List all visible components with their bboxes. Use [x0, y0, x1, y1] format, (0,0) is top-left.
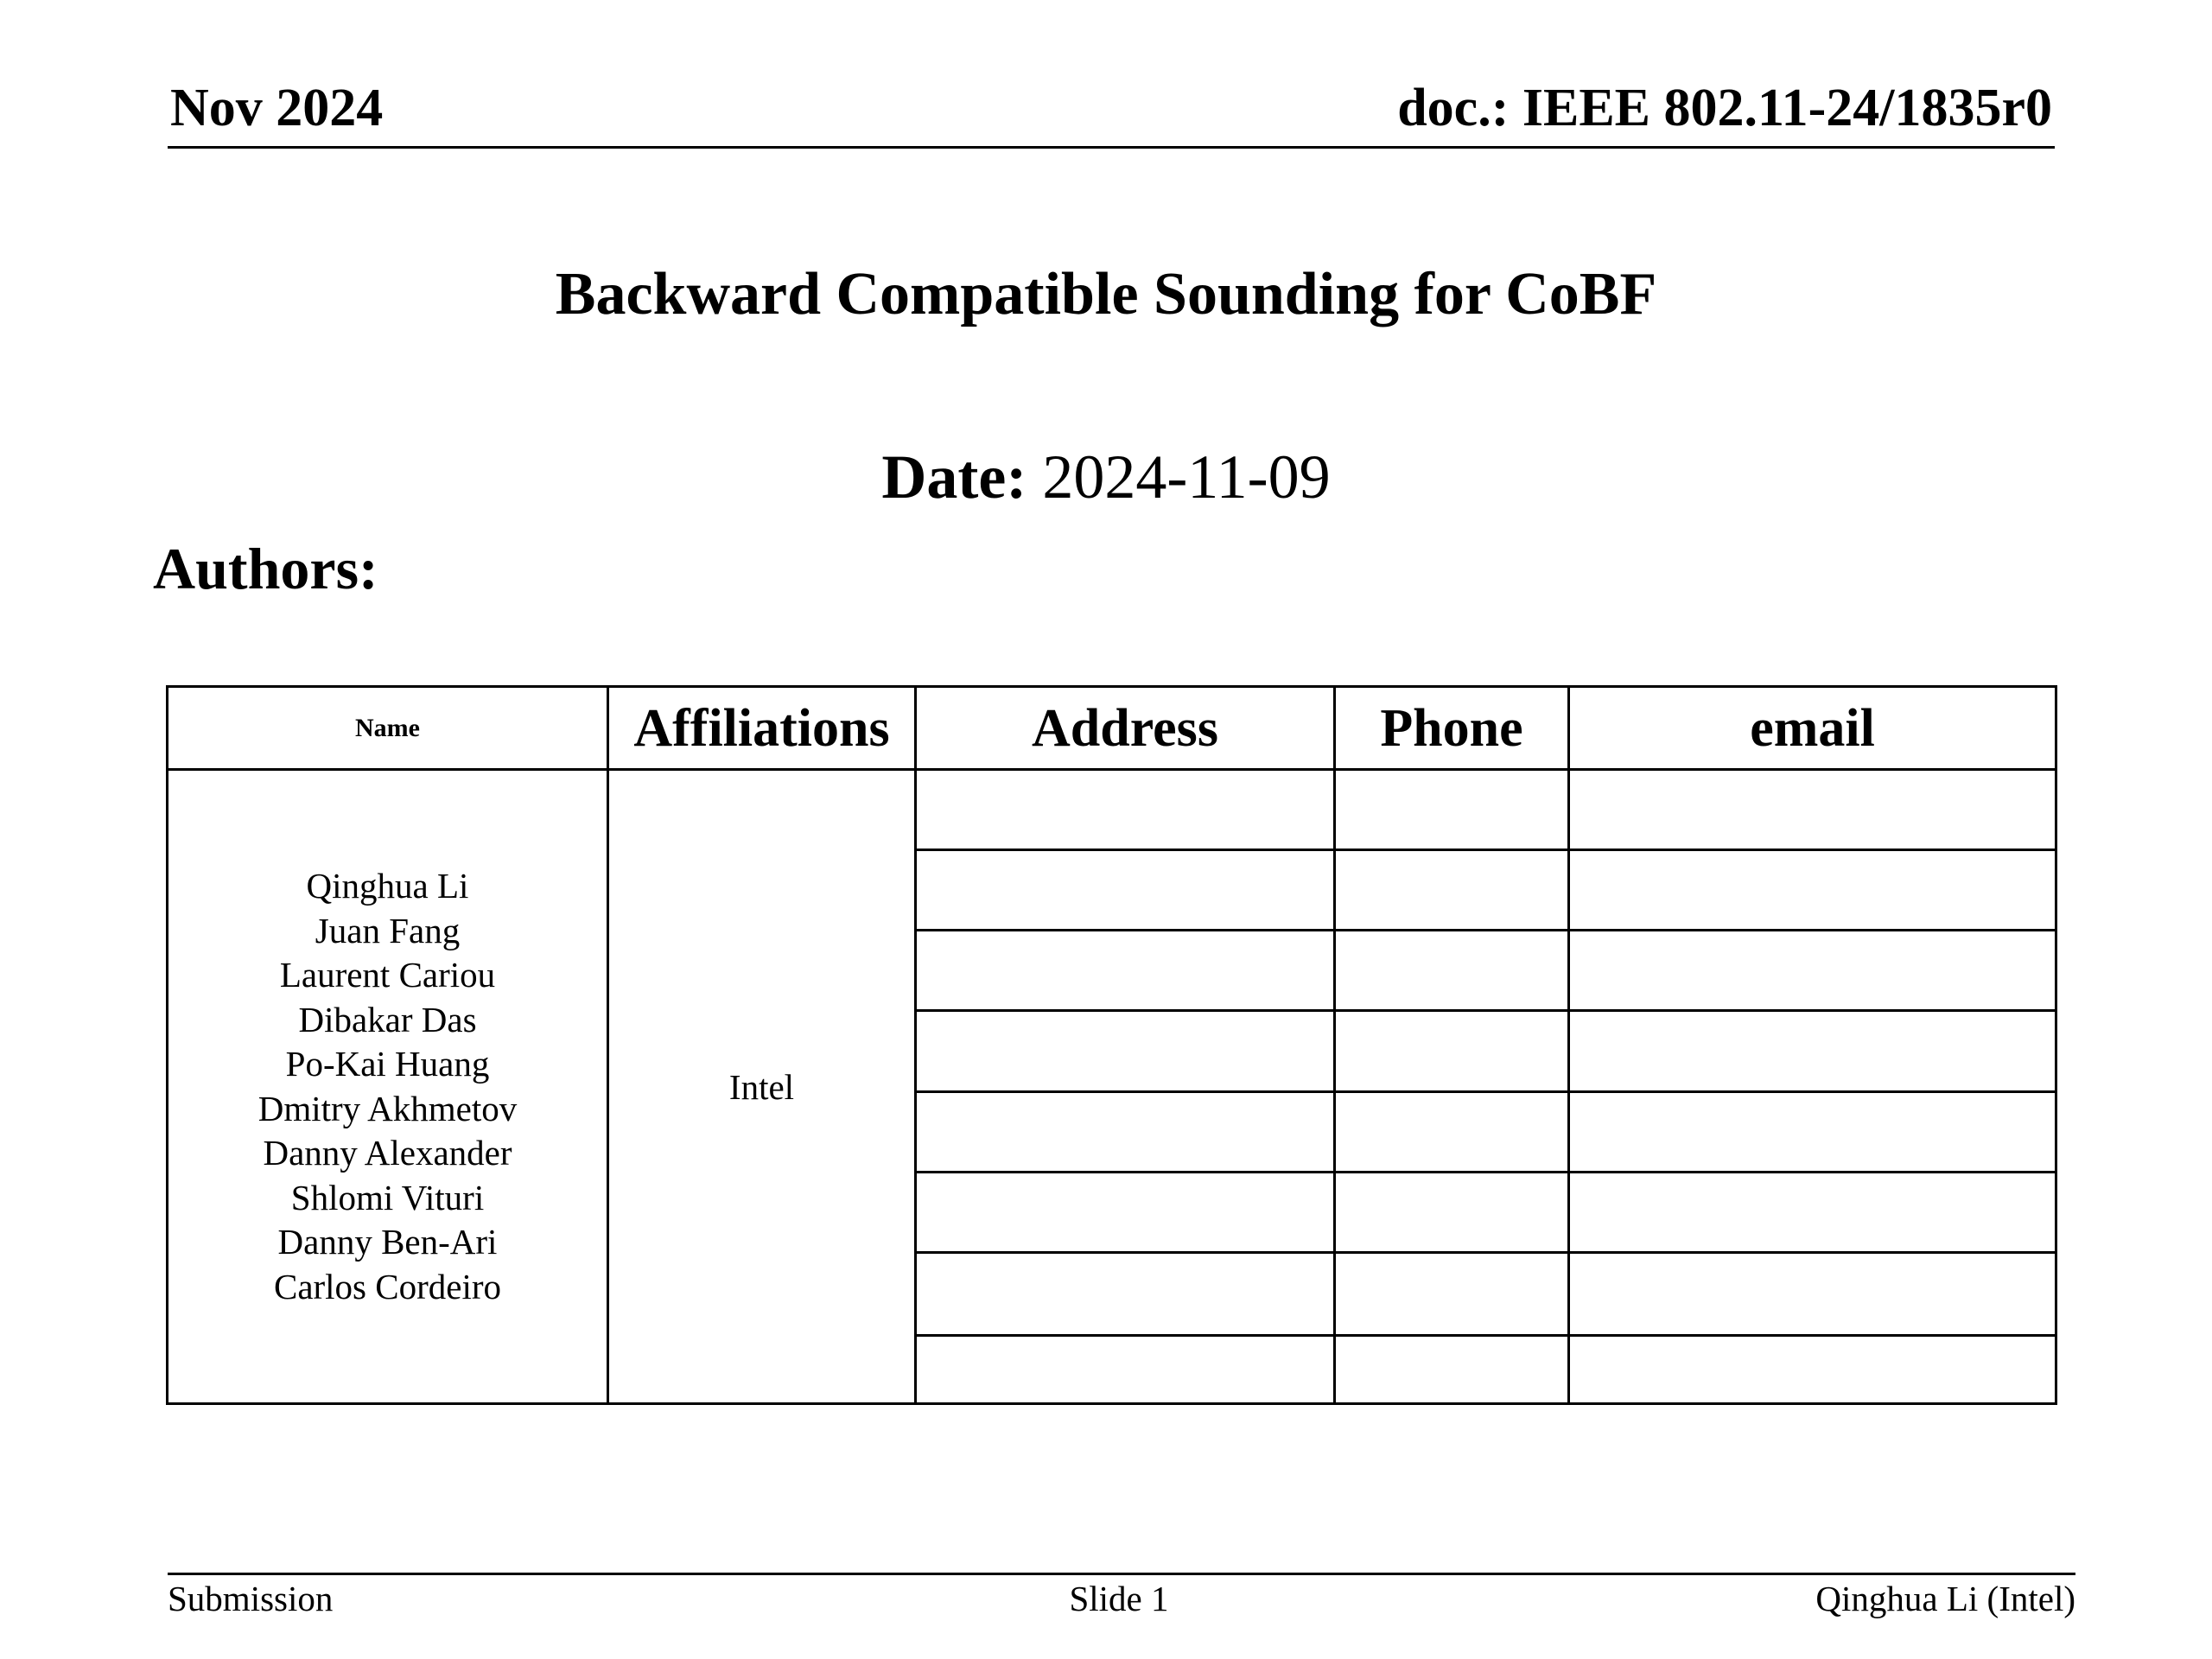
column-header-affiliations: Affiliations [633, 698, 890, 758]
author-name: Laurent Cariou [279, 955, 496, 995]
affiliation-cell [609, 768, 914, 1405]
header-date: Nov 2024 [170, 79, 384, 137]
table-divider [1567, 688, 1570, 1402]
header-rule [168, 146, 2055, 149]
footer-rule [168, 1573, 2075, 1575]
table-rule [914, 1251, 2055, 1254]
table-divider [914, 688, 917, 1402]
footer-submission: Submission [168, 1579, 334, 1618]
author-name: Danny Alexander [263, 1133, 512, 1173]
table-rule [914, 1334, 2055, 1337]
author-name: Danny Ben-Ari [277, 1222, 498, 1262]
column-header-phone: Phone [1380, 698, 1523, 758]
slide-title: Backward Compatible Sounding for CoBF [555, 261, 1657, 327]
affiliation-value: Intel [728, 1066, 795, 1107]
author-name: Carlos Cordeiro [273, 1266, 502, 1306]
footer-slide-number: Slide 1 [1069, 1579, 1169, 1618]
table-rule [914, 849, 2055, 851]
footer-author: Qinghua Li (Intel) [1815, 1579, 2075, 1618]
table-rule [914, 1090, 2055, 1093]
column-header-address: Address [1032, 698, 1218, 758]
author-name: Po-Kai Huang [285, 1044, 490, 1084]
author-name: Qinghua Li [306, 866, 469, 906]
table-divider [1333, 688, 1336, 1402]
author-name: Dmitry Akhmetov [257, 1088, 518, 1128]
authors-heading: Authors: [153, 536, 378, 601]
names-cell [168, 768, 607, 1405]
table-rule [914, 1009, 2055, 1012]
author-name: Juan Fang [315, 910, 461, 950]
date-value: 2024-11-09 [1042, 442, 1331, 512]
author-name: Dibakar Das [298, 999, 477, 1039]
author-name: Shlomi Vituri [290, 1177, 485, 1217]
header-doc-id: doc.: IEEE 802.11-24/1835r0 [1397, 79, 2052, 137]
date-label: Date: [881, 442, 1027, 512]
table-rule [914, 929, 2055, 931]
date-line [0, 442, 2212, 512]
column-header-email: email [1750, 698, 1875, 758]
table-rule [914, 1171, 2055, 1173]
authors-table [166, 685, 2057, 1405]
column-header-name: Name [355, 713, 420, 742]
